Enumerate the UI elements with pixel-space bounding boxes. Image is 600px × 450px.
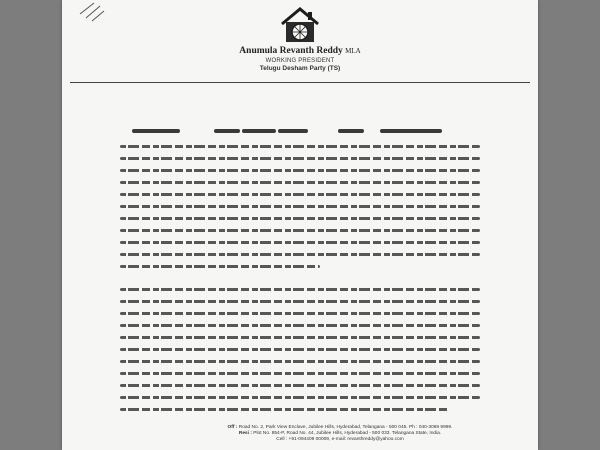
paragraph-line <box>120 396 480 399</box>
paragraph-line <box>120 145 480 148</box>
letterhead-party: Telugu Desham Party (TS) <box>259 65 341 72</box>
paragraph-line <box>120 336 480 339</box>
paragraph-line <box>120 312 480 315</box>
paragraph-line <box>120 253 480 256</box>
greeting-addressee <box>214 120 310 132</box>
greeting-salutation <box>132 120 182 132</box>
paragraph-line <box>120 288 480 291</box>
letterhead-divider <box>70 82 530 83</box>
paragraph-line <box>120 193 480 196</box>
party-logo-icon <box>278 6 322 44</box>
paragraph-line <box>120 241 480 244</box>
footer-residence-text: Plot No. 854-P, Road No. 44, Jubilee Hills, Hyderabad - 500 033. Telangana State, India. <box>253 431 442 436</box>
footer-contact: Cell : +91-094409 00009, e-mail: revanthreddy@yahoo.com <box>276 437 404 442</box>
greeting-middle <box>338 120 366 132</box>
pen-scribble <box>78 0 118 22</box>
paragraph-line <box>120 300 480 303</box>
letterhead-suffix: MLA <box>345 47 361 55</box>
paragraph-line <box>120 408 450 411</box>
paragraph-line <box>120 384 480 387</box>
paragraph-line <box>120 265 320 268</box>
letterhead-role: WORKING PRESIDENT <box>265 58 335 64</box>
footer-office-label: Off : <box>227 425 238 430</box>
footer-residence-label: Resi : <box>238 431 252 436</box>
paragraph-line <box>120 205 480 208</box>
paragraph-line <box>120 157 480 160</box>
paragraph-line <box>120 169 480 172</box>
letterhead-name-text: Anumula Revanth Reddy <box>239 46 343 56</box>
paragraph-line <box>120 181 480 184</box>
paragraph-line <box>120 229 480 232</box>
letterhead-name <box>200 46 400 56</box>
paragraph-line <box>120 324 480 327</box>
paragraph-line <box>120 372 480 375</box>
paragraph-line <box>120 217 480 220</box>
paragraph-line <box>120 348 480 351</box>
greeting-closing <box>380 120 444 132</box>
paragraph-line <box>120 360 480 363</box>
footer-office-text: Road No. 2, Park View Enclave, Jubilee Hills, Hyderabad, Telangana - 500 045. Ph : 040-3069 9999. <box>238 425 453 430</box>
